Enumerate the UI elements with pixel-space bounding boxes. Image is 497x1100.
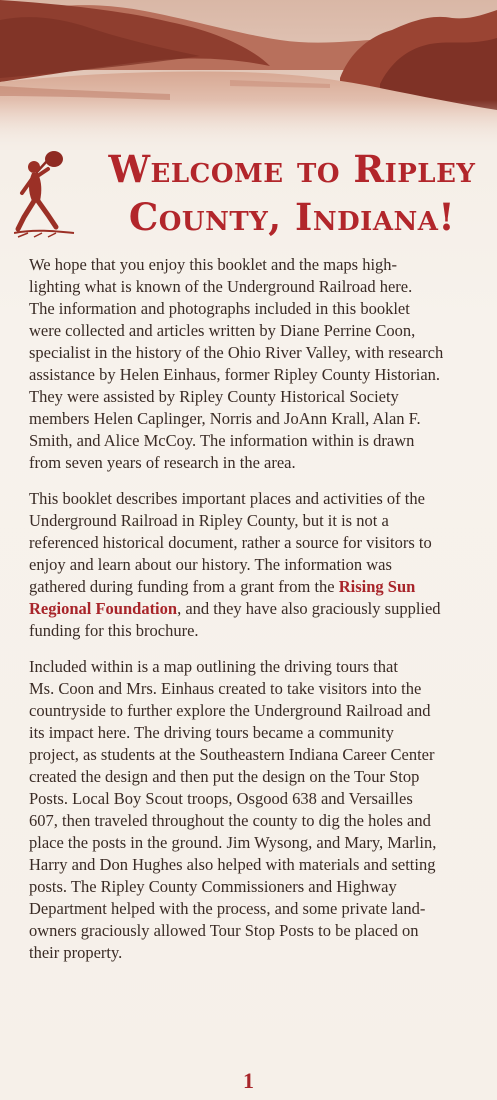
text-line: Smith, and Alice McCoy. The information within is drawn — [29, 431, 415, 450]
text-line: owners graciously allowed Tour Stop Posts to be placed on — [29, 921, 419, 940]
text-line: Harry and Don Hughes also helped with materials and setting — [29, 855, 436, 874]
foundation-name-part-2: Regional Foundation — [29, 599, 178, 618]
title-line-1: Welcome to Ripley — [108, 147, 476, 191]
text-line: lighting what is known of the Underground Railroad here. — [29, 277, 413, 296]
paragraph-intro — [29, 254, 485, 474]
text-line — [29, 576, 485, 598]
text-line: its impact here. The driving tours became a community — [29, 723, 394, 742]
text-line — [29, 598, 485, 620]
text-line: their property. — [29, 943, 123, 962]
text-fragment: , and they have also graciously supplied — [177, 599, 441, 618]
paragraph-tours — [29, 656, 485, 964]
text-line: funding for this brochure. — [29, 621, 199, 640]
text-line: specialist in the history of the Ohio River Valley, with research — [29, 343, 444, 362]
text-line: referenced historical document, rather a source for visitors to — [29, 533, 432, 552]
text-line: 607, then traveled throughout the county to dig the holes and — [29, 811, 431, 830]
text-line: project, as students at the Southeastern Indiana Career Center — [29, 745, 435, 764]
title-line-2: County, Indiana! — [128, 195, 456, 239]
text-line: Department helped with the process, and some private land- — [29, 899, 426, 918]
text-line: They were assisted by Ripley County Historical Society — [29, 387, 399, 406]
text-line: Ms. Coon and Mrs. Einhaus created to take visitors into the — [29, 679, 422, 698]
text-line: were collected and articles written by Diane Perrine Coon, — [29, 321, 416, 340]
paragraph-booklet — [29, 488, 485, 642]
text-line: members Helen Caplinger, Norris and JoAnn Krall, Alan F. — [29, 409, 421, 428]
title-block — [14, 145, 489, 245]
river-landscape-photo — [0, 0, 497, 150]
text-line: Included within is a map outlining the driving tours that — [29, 657, 398, 676]
text-fragment: gathered during funding from a grant from the — [29, 577, 339, 596]
text-line: The information and photographs included in this booklet — [29, 299, 410, 318]
text-line: We hope that you enjoy this booklet and the maps high- — [29, 255, 398, 274]
text-line: Posts. Local Boy Scout troops, Osgood 638 and Versailles — [29, 789, 413, 808]
page-number: 1 — [243, 1068, 254, 1093]
text-line: enjoy and learn about our history. The information was — [29, 555, 392, 574]
walking-traveler-icon — [14, 147, 86, 239]
text-line: posts. The Ripley County Commissioners and Highway — [29, 877, 397, 896]
foundation-name-part-1: Rising Sun — [338, 577, 416, 596]
text-line: place the posts in the ground. Jim Wysong, and Mary, Marlin, — [29, 833, 437, 852]
header-photo — [0, 0, 497, 150]
text-line: This booklet describes important places and activities of the — [29, 489, 425, 508]
text-line: from seven years of research in the area. — [29, 453, 296, 472]
text-line: Underground Railroad in Ripley County, but it is not a — [29, 511, 389, 530]
page-title — [92, 145, 492, 241]
text-line: countryside to further explore the Underground Railroad and — [29, 701, 431, 720]
body-text — [29, 254, 485, 978]
text-line: created the design and then put the design on the Tour Stop — [29, 767, 420, 786]
text-line: assistance by Helen Einhaus, former Ripley County Historian. — [29, 365, 441, 384]
